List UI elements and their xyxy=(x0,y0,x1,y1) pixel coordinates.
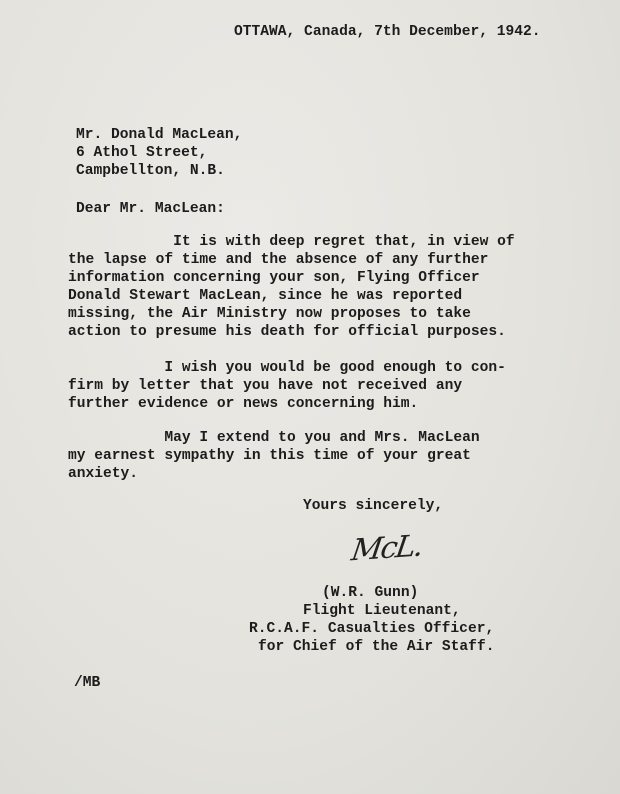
paragraph-line: anxiety. xyxy=(68,466,139,482)
paragraph-1 xyxy=(68,233,515,341)
signatory-rank: Flight Lieutenant, xyxy=(303,603,461,619)
address-line: 6 Athol Street, xyxy=(76,145,208,161)
paragraph-line: information concerning your son, Flying Officer xyxy=(68,270,480,286)
paragraph-line: Donald Stewart MacLean, since he was reported xyxy=(68,288,463,304)
handwritten-signature: McL. xyxy=(349,528,424,569)
signatory-name: (W.R. Gunn) xyxy=(322,585,419,601)
dateline: OTTAWA, Canada, 7th December, 1942. xyxy=(234,24,541,40)
paragraph-3 xyxy=(68,429,480,483)
reference-initials: /MB xyxy=(74,675,101,691)
paragraph-line: the lapse of time and the absence of any further xyxy=(68,252,489,268)
paragraph-line: It is with deep regret that, in view of xyxy=(68,234,515,250)
paragraph-line: May I extend to you and Mrs. MacLean xyxy=(68,430,480,446)
closing: Yours sincerely, xyxy=(303,498,444,514)
address-line: Campbellton, N.B. xyxy=(76,163,225,179)
signatory-title: R.C.A.F. Casualties Officer, xyxy=(249,621,495,637)
paragraph-line: action to presume his death for official purposes. xyxy=(68,324,506,340)
address-line: Mr. Donald MacLean, xyxy=(76,127,243,143)
salutation: Dear Mr. MacLean: xyxy=(76,201,225,217)
signatory-on-behalf: for Chief of the Air Staff. xyxy=(258,639,495,655)
paragraph-line: my earnest sympathy in this time of your great xyxy=(68,448,471,464)
paragraph-line: missing, the Air Ministry now proposes to take xyxy=(68,306,471,322)
paragraph-2 xyxy=(68,359,506,413)
paragraph-line: firm by letter that you have not received any xyxy=(68,378,463,394)
paragraph-line: further evidence or news concerning him. xyxy=(68,396,419,412)
recipient-address xyxy=(76,126,242,180)
paragraph-line: I wish you would be good enough to con- xyxy=(68,360,506,376)
